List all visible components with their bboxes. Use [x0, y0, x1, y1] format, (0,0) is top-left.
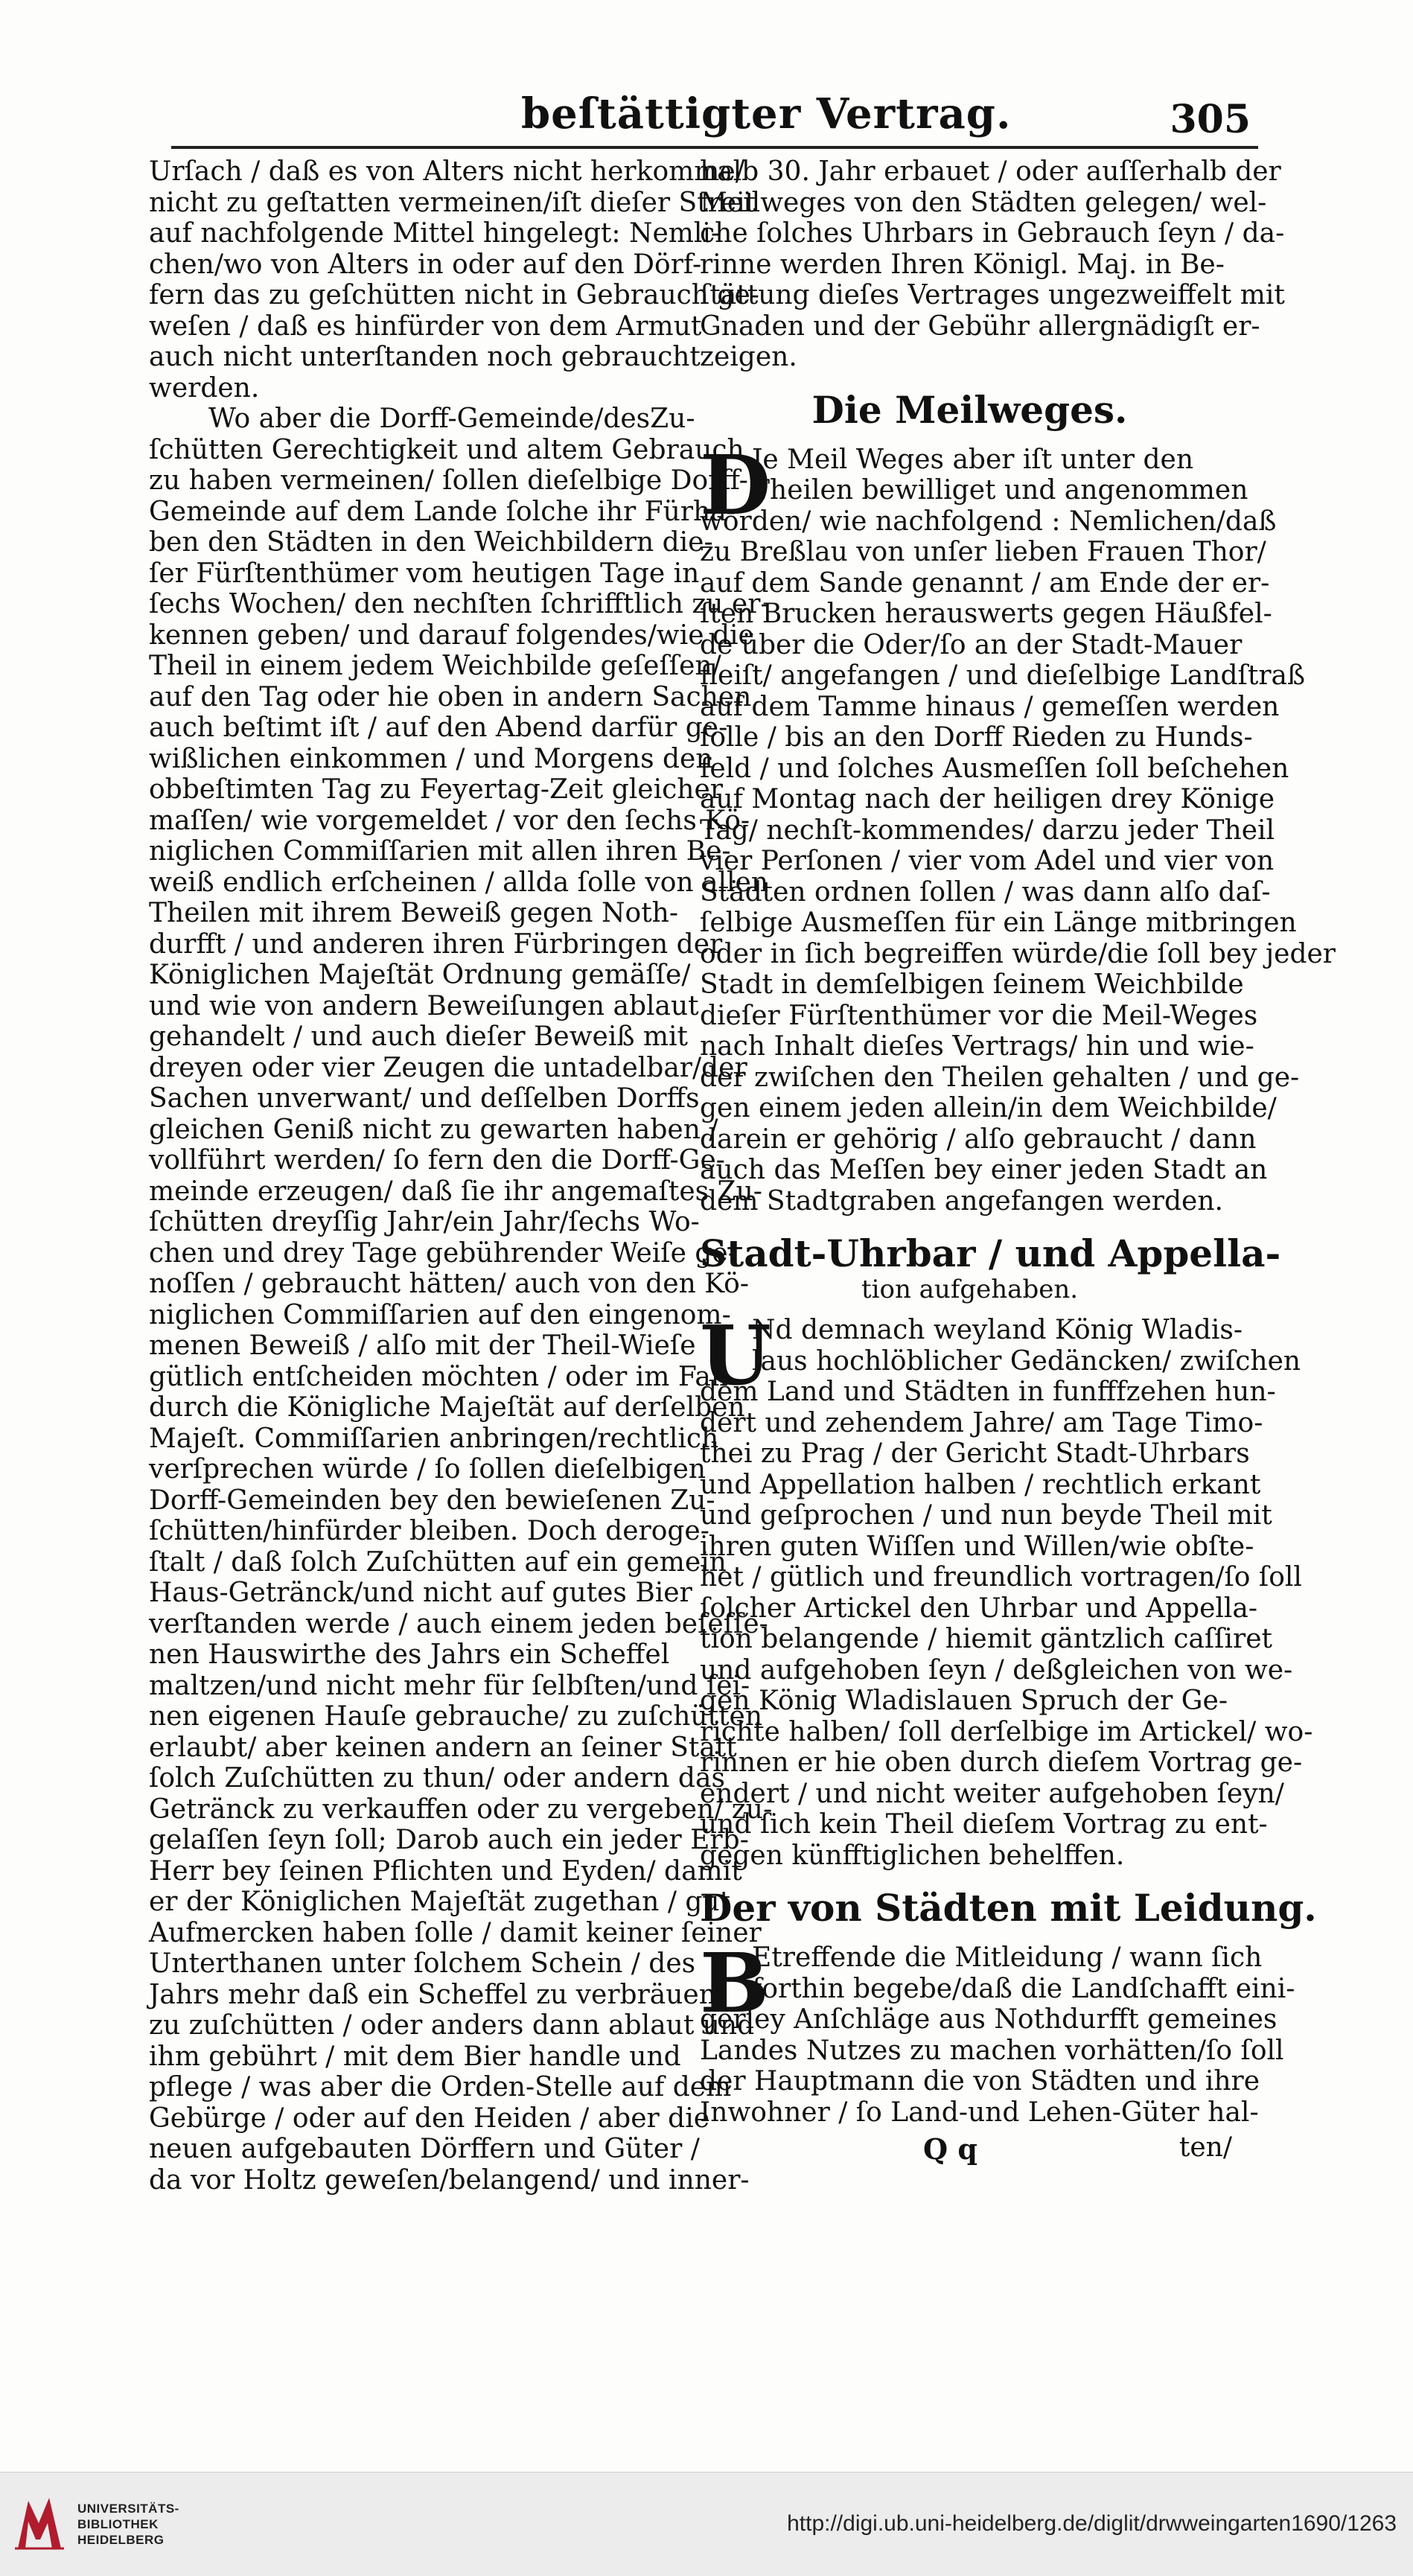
- text-line: ſolcher Artickel den Uhrbar und Appella-: [700, 1593, 1258, 1624]
- text-line: zu Breßlau von unſer lieben Frauen Thor/: [700, 537, 1266, 567]
- text-line: feld / und ſolches Ausmeſſen ſoll beſchehen: [700, 753, 1289, 784]
- text-line: ſchütten dreyſſig Jahr/ein Jahr/ſechs Wo-: [149, 1207, 700, 1237]
- text-line: Je Meil Weges aber iſt unter den: [752, 444, 1193, 475]
- text-line: Herr bey ſeinen Pflichten und Eyden/ damit: [149, 1855, 742, 1887]
- text-line: Meilweges von den Städten gelegen/ wel-: [700, 187, 1267, 218]
- text-line: Aufmercken haben ſolle / damit keiner ſeiner: [149, 1917, 762, 1948]
- text-line: ſchütten Gerechtigkeit und altem Gebrauch: [149, 434, 744, 465]
- text-line: worden/ wie nachfolgend : Nemlichen/daß: [700, 506, 1277, 537]
- text-line: zu haben vermeinen/ ſollen dieſelbige Dorff-: [149, 465, 748, 496]
- text-line: Gnaden und der Gebühr allergnädigſt er-: [700, 310, 1260, 342]
- text-line: rinne werden Ihren Königl. Maj. in Be-: [700, 249, 1225, 280]
- page-foot: [700, 2132, 1240, 2169]
- text-line: fern das zu geſchütten nicht in Gebrauch ge-: [149, 280, 759, 310]
- text-line: ſtättung dieſes Vertrages ungezweiffelt mit: [700, 280, 1285, 310]
- text-line: auf Montag nach der heiligen drey Könige: [700, 784, 1275, 814]
- text-line: auf den Tag oder hie oben in andern Sachen: [149, 681, 752, 712]
- text-line: Tag/ nechſt-kommendes/ darzu jeder Theil: [700, 814, 1275, 846]
- section-heading: Die Meilweges.: [811, 387, 1128, 432]
- text-line: chen/wo von Alters in oder auf den Dörf-: [149, 249, 702, 280]
- text-line: gen einem jeden allein/in dem Weichbilde/: [700, 1093, 1277, 1123]
- text-line: oder in ſich begreiffen würde/die ſoll bey jeder: [700, 938, 1336, 969]
- text-line: verſprechen würde / ſo ſollen dieſelbigen: [149, 1454, 706, 1485]
- text-line: weſen / daß es hinfürder von dem Armut: [149, 310, 702, 342]
- text-line: ſer Fürſtenthümer vom heutigen Tage in: [149, 558, 700, 589]
- viewer-footer: [0, 2472, 1413, 2576]
- text-line: Wo aber die Dorff-Gemeinde/desZu-: [208, 404, 695, 434]
- text-line: werden.: [149, 372, 260, 404]
- text-line: nicht zu geſtatten vermeinen/iſt dieſer Streit: [149, 187, 756, 218]
- text-line: auf dem Tamme hinaus / gemeſſen werden: [700, 691, 1280, 722]
- text-line: tion belangende / hiemit gäntzlich caſſiret: [700, 1624, 1272, 1654]
- text-line: Theil in einem jedem Weichbilde geſeſſen/: [149, 651, 721, 681]
- text-line: chen und drey Tage gebührender Weiſe ge-: [149, 1237, 737, 1269]
- text-line: halb 30. Jahr erbauet / oder auſſerhalb der: [700, 156, 1281, 187]
- drop-capital: D: [700, 436, 771, 533]
- text-line: dem Stadtgraben angefangen werden.: [700, 1185, 1223, 1217]
- text-line: vier Perſonen / vier vom Adel und vier von: [700, 846, 1275, 876]
- text-line: Nd demnach weyland König Wladis-: [752, 1315, 1243, 1345]
- text-line: Gebürge / oder auf den Heiden / aber die: [149, 2102, 710, 2134]
- text-line: gegen künfftiglichen behelffen.: [700, 1840, 1125, 1871]
- text-line: neuen aufgebauten Dörffern und Güter /: [149, 2134, 700, 2164]
- text-line: maſſen/ wie vorgemeldet / vor den ſechs Kö-: [149, 805, 750, 836]
- text-line: Majeſt. Commiſſarien anbringen/rechtlich: [149, 1423, 719, 1454]
- text-line: auch beſtimt iſt / auf den Abend darfür ge-: [149, 712, 728, 743]
- page-number: 305: [1170, 97, 1251, 142]
- section-meilweges: [700, 386, 1240, 434]
- text-line: Haus-Getränck/und nicht auf gutes Bier: [149, 1578, 692, 1608]
- text-line: noſſen / gebraucht hätten/ auch von den Kö-: [149, 1269, 749, 1299]
- text-line: ihm gebührt / mit dem Bier handle und: [149, 2041, 681, 2072]
- drop-capital: U: [700, 1307, 771, 1403]
- text-line: ſelbige Ausmeſſen für ein Länge mitbringen: [700, 908, 1297, 938]
- text-line: ihren guten Wiſſen und Willen/wie obſte-: [700, 1531, 1254, 1562]
- text-line: Theilen bewilliget und angenommen: [752, 475, 1248, 506]
- text-line: darein er gehörig / alſo gebraucht / dann: [700, 1123, 1257, 1155]
- text-line: da vor Holtz geweſen/belangend/ und inner-: [149, 2164, 750, 2196]
- text-line: Landes Nutzes zu machen vorhätten/ſo ſoll: [700, 2035, 1284, 2066]
- text-line: niglichen Commiſſarien mit allen ihren Be-: [149, 836, 731, 867]
- text-line: ſechs Wochen/ den nechſten ſchrifftlich zu er-: [149, 589, 770, 619]
- text-line: auf nachfolgende Mittel hingelegt: Nemli-: [149, 218, 721, 249]
- text-line: er der Königlichen Majeſtät zugethan / gut: [149, 1887, 731, 1917]
- text-line: rinnen er hie oben durch dieſem Vortrag ge-: [700, 1747, 1303, 1778]
- text-line: thei zu Prag / der Gericht Stadt-Uhrbars: [700, 1438, 1250, 1469]
- text-line: und geſprochen / und nun beyde Theil mit: [700, 1500, 1272, 1531]
- text-line: weiß endlich erſcheinen / allda ſolle von allen: [149, 867, 769, 898]
- signature-mark: Q q: [923, 2132, 977, 2166]
- text-line: zu zuſchütten / oder anders dann ablaut und: [149, 2010, 755, 2041]
- text-line: dieſer Fürſtenthümer vor die Meil-Weges: [700, 1000, 1258, 1031]
- text-line: Getränck zu verkauffen oder zu vergeben/ zu-: [149, 1794, 773, 1825]
- text-line: Etreffende die Mitleidung / wann ſich: [752, 1942, 1263, 1973]
- text-line: Stadt in demſelbigen ſeinem Weichbilde: [700, 969, 1244, 1000]
- text-line: het / gütlich und freundlich vortragen/ſo ſoll: [700, 1562, 1302, 1593]
- text-line: gehandelt / und auch dieſer Beweiß mit: [149, 1021, 688, 1052]
- page-header: [149, 89, 1251, 149]
- text-line: Jahrs mehr daß ein Scheffel zu verbräuen: [149, 1979, 716, 2010]
- text-line: vollführt werden/ ſo fern den die Dorff-Ge-: [149, 1145, 725, 1176]
- text-line: laus hochlöblicher Gedäncken/ zwiſchen: [752, 1345, 1301, 1377]
- header-rule: [171, 146, 1258, 149]
- library-name-line: HEIDELBERG: [77, 2533, 165, 2547]
- section-heading: Der von Städten mit Leidung.: [700, 1886, 1317, 1930]
- text-line: auf dem Sande genannt / am Ende der er-: [700, 567, 1270, 599]
- text-line: menen Beweiß / alſo mit der Theil-Wieſe: [149, 1330, 696, 1361]
- text-line: durch die Königliche Majeſtät auf derſelben: [149, 1392, 745, 1423]
- text-line: de über die Oder/ſo an der Stadt-Mauer: [700, 629, 1243, 660]
- text-line: auch das Meſſen bey einer jeden Stadt an: [700, 1155, 1268, 1185]
- text-line: auch nicht unterſtanden noch gebraucht: [149, 342, 701, 372]
- text-line: ſolch Zuſchütten zu thun/ oder andern das: [149, 1763, 725, 1794]
- section-subheading: tion aufgehaben.: [861, 1275, 1079, 1304]
- permalink-url[interactable]: http://digi.ub.uni-heidelberg.de/diglit/drwweingarten1690/1263: [787, 2511, 1397, 2536]
- text-line: Königlichen Majeſtät Ordnung gemäſſe/: [149, 960, 691, 990]
- text-line: pflege / was aber die Orden-Stelle auf dem: [149, 2072, 732, 2102]
- text-line: gleichen Geniß nicht zu gewarten haben /: [149, 1114, 718, 1145]
- text-line: erlaubt/ aber keinen andern an ſeiner Statt: [149, 1732, 737, 1763]
- text-line: gelaſſen ſeyn ſoll; Darob auch ein jeder Erb-: [149, 1825, 749, 1855]
- text-line: che ſolches Uhrbars in Gebrauch ſeyn / da-: [700, 218, 1285, 249]
- text-line: der zwiſchen den Theilen gehalten / und ge-: [700, 1062, 1300, 1093]
- text-line: wißlichen einkommen / und Morgens den: [149, 743, 713, 774]
- text-line: Städten ordnen ſollen / was dann alſo daſ-: [700, 876, 1271, 908]
- text-line: nen Hauswirthe des Jahrs ein Scheffel: [149, 1639, 670, 1670]
- section-heading: Stadt-Uhrbar / und Appella-: [700, 1231, 1281, 1275]
- paragraph-mitleidung: [700, 1935, 1295, 2128]
- text-line: Unterthanen unter ſolchem Schein / des: [149, 1948, 696, 1979]
- library-name-line: UNIVERSITÄTS-: [77, 2502, 179, 2516]
- text-line: gerley Anſchläge aus Nothdurfft gemeines: [700, 2004, 1278, 2035]
- text-line: zeigen.: [700, 342, 797, 372]
- text-line: gütlich entſcheiden möchten / oder im Fall: [149, 1361, 728, 1392]
- text-line: meinde erzeugen/ daß ſie ihr angemaſtes Zu-: [149, 1176, 762, 1207]
- text-line: endert / und nicht weiter aufgehoben ſeyn/: [700, 1778, 1284, 1809]
- text-line: dreyen oder vier Zeugen die untadelbar/der: [149, 1052, 747, 1083]
- text-line: und ſich kein Theil dieſem Vortrag zu ent-: [700, 1809, 1268, 1840]
- text-line: nach Inhalt dieſes Vertrags/ hin und wie-: [700, 1031, 1254, 1062]
- text-line: fleiſt/ angefangen / und dieſelbige Landſtraß: [700, 660, 1306, 691]
- text-line: Theilen mit ihrem Beweiß gegen Noth-: [149, 898, 679, 928]
- text-line: verſtanden werde / auch einem jeden beſeſſe-: [149, 1608, 768, 1639]
- text-line: richte halben/ ſoll derſelbige im Artickel/ wo-: [700, 1716, 1313, 1747]
- text-line: maltzen/und nicht mehr für ſelbſten/und ſei-: [149, 1670, 750, 1701]
- text-line: ſchütten/hinfürder bleiben. Doch deroge-: [149, 1516, 709, 1546]
- section-mitleidung: [700, 1884, 1317, 1932]
- paragraph-meilweges: [700, 436, 1336, 1217]
- section-uhrbar: [700, 1230, 1281, 1304]
- library-name-line: BIBLIOTHEK: [77, 2517, 159, 2531]
- text-line: Urſach / daß es von Alters nicht herkomme/: [149, 156, 744, 187]
- text-line: Dorff-Gemeinden bey den bewieſenen Zu-: [149, 1485, 715, 1516]
- text-line: nen eigenen Hauſe gebrauche/ zu zuſchütten: [149, 1701, 763, 1732]
- text-line: und wie von andern Beweiſungen ablaut: [149, 990, 699, 1021]
- paragraph-uhrbar: [700, 1307, 1313, 1871]
- text-line: ben den Städten in den Weichbildern die-: [149, 527, 713, 558]
- text-line: dert und zehendem Jahre/ am Tage Timo-: [700, 1407, 1263, 1438]
- text-line: Gemeinde auf dem Lande ſolche ihr Fürha-: [149, 496, 736, 527]
- text-line: und Appellation halben / rechtlich erkant: [700, 1469, 1261, 1500]
- drop-capital: B: [700, 1935, 769, 2031]
- text-line: und aufgehoben ſeyn / deßgleichen von we-: [700, 1654, 1293, 1686]
- text-line: obbeſtimten Tag zu Feyertag-Zeit gleicher: [149, 774, 723, 805]
- text-line: ſolle / bis an den Dorff Rieden zu Hunds-: [700, 722, 1253, 753]
- text-line: kennen geben/ und darauf folgendes/wie die: [149, 619, 754, 651]
- text-line: ſten Brucken herauswerts gegen Häußfel-: [700, 599, 1272, 629]
- text-line: ſtalt / daß ſolch Zuſchütten auf ein gemein: [149, 1546, 727, 1578]
- library-name: [77, 2501, 179, 2548]
- catchword: ten/: [1178, 2132, 1232, 2163]
- text-line: durfft / und anderen ihren Fürbringen der: [149, 928, 723, 960]
- text-line: Sachen unverwant/ und deſſelben Dorffs: [149, 1083, 700, 1114]
- running-title: beſtättigter Vertrag.: [521, 89, 1012, 138]
- university-library-logo-icon[interactable]: [13, 2493, 66, 2553]
- text-line: dem Land und Städten in funfffzehen hun-: [700, 1377, 1276, 1407]
- text-line: niglichen Commiſſarien auf den eingenom-: [149, 1299, 731, 1330]
- text-line: Inwohner / ſo Land-und Lehen-Güter hal-: [700, 2097, 1259, 2128]
- text-line: gen König Wladislauen Spruch der Ge-: [700, 1686, 1228, 1716]
- text-line: der Hauptmann die von Städten und ihre: [700, 2066, 1260, 2097]
- right-intro-text: [700, 156, 1285, 373]
- text-line: forthin begebe/daß die Landſchafft eini-: [752, 1973, 1295, 2004]
- right-column: [700, 156, 1336, 2169]
